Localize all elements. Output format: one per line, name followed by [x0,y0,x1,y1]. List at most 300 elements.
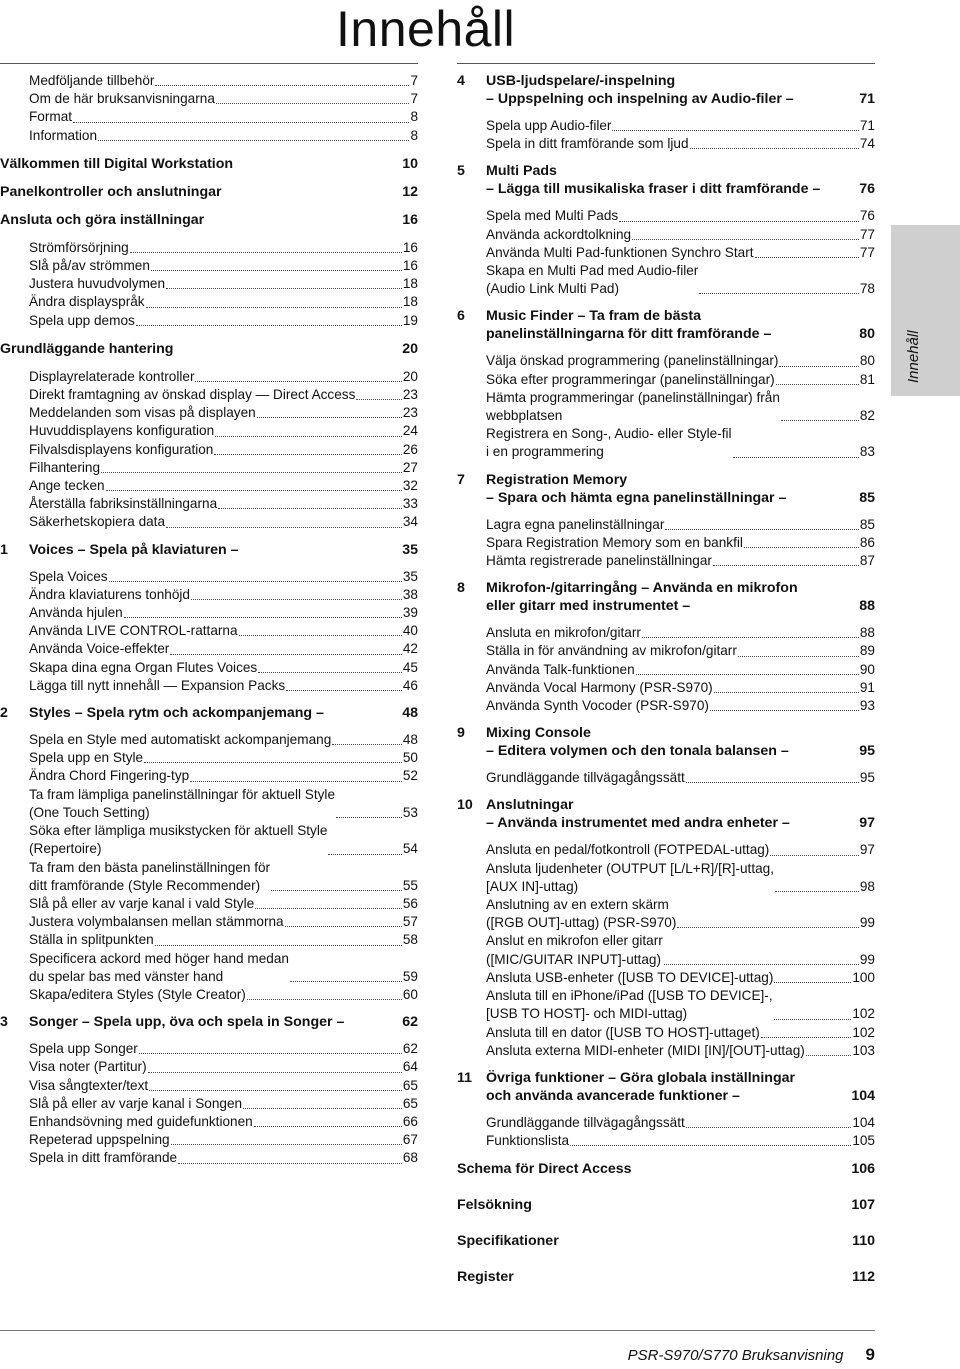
chapter-number: 8 [457,580,465,597]
toc-entry-title: Strömförsörjning [29,239,129,255]
toc-chapter-11-list [457,1114,875,1150]
toc-chapter-2-list [0,731,418,1004]
toc-entry-page: 24 [402,423,418,439]
toc-entry[interactable] [0,822,418,858]
toc-entry[interactable] [457,987,875,1023]
toc-entry-title: Information [29,127,98,143]
dot-leader [686,1127,852,1128]
section-title: Ansluta och göra inställningar [0,211,205,228]
chapter-line [29,541,418,559]
toc-entry-title: Hämta programmeringar (panelinställningar) från webbplatsen [486,389,780,424]
toc-entry-page: 33 [402,496,418,512]
chapter-line-2 [486,1087,875,1105]
toc-entry[interactable] [457,642,875,660]
toc-entry-title: Direkt framtagning av önskad display — Direct Access [29,387,356,403]
toc-entry[interactable] [457,352,875,370]
toc-chapter-2[interactable] [0,704,418,722]
chapter-line [29,704,418,722]
dot-leader [166,288,402,289]
toc-section-direct-access[interactable] [457,1160,875,1178]
toc-entry-page: 82 [859,408,875,424]
dot-leader [775,891,859,892]
chapter-page: 48 [402,705,418,722]
toc-entry[interactable] [0,108,418,126]
toc-entry[interactable] [457,117,875,135]
toc-entry-page: 27 [402,459,418,475]
dot-leader [136,325,402,326]
toc-entry-page: 23 [402,405,418,421]
toc-entry[interactable] [457,1024,875,1042]
toc-section-basic[interactable] [0,340,418,358]
toc-entry-page: 55 [402,877,418,893]
toc-chapter-6-list [457,352,875,461]
toc-entry[interactable] [457,226,875,244]
toc-entry[interactable] [457,697,875,715]
chapter-title-line-2: – Spara och hämta egna panelinställningar – [486,489,787,506]
dot-leader [761,1037,852,1038]
chapter-number: 3 [0,1014,8,1031]
section-page: 110 [852,1233,875,1250]
dot-leader [285,926,402,927]
toc-entry-page: 91 [859,679,875,695]
toc-entry-title: Ändra klaviaturens tonhöjd [29,586,190,602]
toc-entry-page: 8 [410,127,418,143]
toc-entry-title: Enhandsövning med guidefunktionen [29,1113,253,1129]
toc-entry[interactable] [0,459,418,477]
toc-section-index[interactable] [457,1268,875,1286]
toc-entry-page: 66 [402,1113,418,1129]
toc-entry-title: Ändra displayspråk [29,294,145,310]
toc-entry-page: 81 [859,371,875,387]
toc-entry-page: 52 [402,768,418,784]
chapter-title-line-2: panelinställningarna för ditt framförande – [486,326,772,343]
toc-entry-page: 89 [859,643,875,659]
toc-entry[interactable] [457,552,875,570]
toc-entry[interactable] [0,477,418,495]
toc-entry-title: Justera volymbalansen mellan stämmorna [29,914,284,930]
toc-entry[interactable] [0,275,418,293]
toc-entry[interactable] [457,244,875,262]
toc-entry-title: Funktionslista [486,1133,570,1149]
toc-entry-page: 53 [402,804,418,820]
toc-entry-page: 45 [402,659,418,675]
dot-leader [642,637,859,638]
section-title: Välkommen till Digital Workstation [0,155,234,172]
toc-entry-title: Ange tecken [29,478,105,494]
toc-entry-title: Anslut en mikrofon eller gitarr ([MIC/GUITAR INPUT]-uttag) [486,933,663,967]
toc-section-specifications[interactable] [457,1232,875,1250]
toc-entry[interactable] [0,1113,418,1131]
toc-entry-page: 39 [402,605,418,621]
dot-leader [665,529,859,530]
dot-leader [770,855,859,856]
toc-entry[interactable] [0,1077,418,1095]
toc-entry[interactable] [457,371,875,389]
dot-leader [243,1108,402,1109]
toc-entry[interactable] [0,1040,418,1058]
dot-leader [332,744,402,745]
dot-leader [286,690,402,691]
toc-entry[interactable] [0,386,418,404]
chapter-line-2 [486,325,875,343]
toc-entry-page: 77 [859,244,875,260]
toc-entry[interactable] [0,604,418,622]
toc-entry[interactable] [457,389,875,425]
toc-entry[interactable] [457,1132,875,1150]
section-page: 12 [402,183,418,200]
toc-entry-page: 71 [859,118,875,133]
dot-leader [686,782,859,783]
chapter-title-line-1: Music Finder – Ta fram de bästa [486,308,701,325]
toc-entry-page: 26 [402,441,418,457]
toc-chapter-11[interactable] [457,1069,875,1105]
toc-entry[interactable] [0,931,418,949]
toc-entry[interactable] [457,262,875,298]
dot-leader [149,1090,402,1091]
toc-entry[interactable] [0,950,418,986]
toc-entry-page: 80 [859,353,875,369]
dot-leader [290,981,402,982]
toc-entry-title: Spela upp en Style [29,750,144,766]
dot-leader [155,85,409,86]
toc-entry-title: Spara Registration Memory som en bankfil [486,534,743,550]
top-rule-left [0,63,418,64]
section-page: 10 [402,155,418,172]
chapter-side-tab [891,225,960,396]
chapter-number: 6 [457,308,465,325]
toc-section-panel[interactable] [0,183,418,201]
toc-entry-page: 23 [402,387,418,403]
toc-section-troubleshooting[interactable] [457,1196,875,1214]
chapter-page: 88 [859,598,875,615]
toc-entry[interactable] [0,513,418,531]
toc-chapter-6[interactable] [457,307,875,343]
toc-entry-title: Ansluta externa MIDI-enheter (MIDI [IN]/[OUT]-uttag) [486,1042,805,1058]
toc-entry[interactable] [0,127,418,145]
toc-entry-title: Filhantering [29,459,101,475]
chapter-number: 11 [457,1069,472,1086]
chapter-body [29,541,418,559]
toc-entry[interactable] [457,135,875,153]
toc-entry[interactable] [457,534,875,552]
toc-chapter-9[interactable] [457,724,875,760]
toc-entry[interactable] [0,404,418,422]
chapter-title-line-1: Multi Pads [486,163,557,180]
toc-entry-page: 97 [859,842,875,858]
toc-entry[interactable] [0,1149,418,1167]
chapter-page: 71 [859,91,875,107]
chapter-body [486,162,875,198]
chapter-title: Voices – Spela på klaviaturen – [29,541,239,558]
toc-entry-title: Meddelanden som visas på displayen [29,405,256,421]
toc-entry[interactable] [0,72,418,90]
dot-leader [632,239,859,240]
dot-leader [710,710,859,711]
toc-entry-page: 83 [859,444,875,460]
toc-entry-title: Använda Talk-funktionen [486,661,635,677]
toc-entry[interactable] [457,1114,875,1132]
toc-chapter-8[interactable] [457,579,875,615]
chapter-body [486,72,875,108]
toc-entry[interactable] [457,860,875,896]
toc-entry-page: 8 [410,109,418,125]
chapter-line [29,1013,418,1031]
toc-entry-title: Ställa in för användning av mikrofon/gitarr [486,643,737,659]
toc-entry[interactable] [0,441,418,459]
toc-entry-title: Visa sångtexter/text [29,1077,149,1093]
toc-entry-page: 19 [402,312,418,328]
toc-chapter-10-list [457,841,875,1059]
toc-entry-title: Skapa/editera Styles (Style Creator) [29,986,246,1002]
toc-entry[interactable] [457,425,875,461]
chapter-number: 4 [457,73,465,89]
chapter-page: 97 [859,815,875,832]
toc-entry-title: Spela upp demos [29,312,135,328]
toc-entry-page: 100 [852,969,875,985]
chapter-page: 80 [859,326,875,343]
toc-entry-title: Medföljande tillbehör [29,73,155,88]
toc-entry-page: 60 [402,986,418,1002]
toc-entry-title: Grundläggande tillvägagångssätt [486,1114,685,1130]
toc-entry[interactable] [0,586,418,604]
toc-entry-page: 34 [402,514,418,530]
toc-section-connect[interactable] [0,211,418,229]
toc-entry[interactable] [457,769,875,787]
toc-entry[interactable] [457,679,875,697]
chapter-page: 35 [402,541,418,558]
dot-leader [733,457,859,458]
toc-entry-title: Skapa en Multi Pad med Audio-filer (Audio Link Multi Pad) [486,263,699,297]
toc-entry-page: 38 [402,586,418,602]
toc-chapter-9-list [457,769,875,787]
chapter-body [29,1013,418,1031]
toc-entry-title: Säkerhetskopiera data [29,514,166,530]
toc-entry-title: Spela upp Songer [29,1041,138,1057]
chapter-line-2 [486,814,875,832]
chapter-body [486,1069,875,1105]
chapter-page: 76 [859,181,875,198]
chapter-body [486,796,875,832]
toc-entry-page: 32 [402,478,418,494]
toc-entry[interactable] [0,731,418,749]
section-page: 106 [851,1161,875,1178]
toc-entry-page: 104 [852,1114,875,1130]
toc-entry-title: Ändra Chord Fingering-typ [29,768,190,784]
toc-entry[interactable] [457,1042,875,1060]
toc-entry[interactable] [0,749,418,767]
dot-leader [171,1144,402,1145]
toc-entry-title: Söka efter programmeringar (panelinställningar) [486,371,775,387]
toc-entry[interactable] [0,986,418,1004]
toc-entry-title: Ta fram den bästa panelinställningen för ditt framförande (Style Recommender) [29,859,271,893]
toc-entry[interactable] [0,895,418,913]
toc-entry[interactable] [0,1131,418,1149]
dot-leader [109,581,402,582]
toc-entry[interactable] [0,1095,418,1113]
chapter-number: 10 [457,797,473,814]
page-title: Innehåll [336,1,516,57]
dot-leader [216,103,410,104]
toc-section-welcome[interactable] [0,155,418,173]
toc-entry[interactable] [0,677,418,695]
dot-leader [738,656,859,657]
dot-leader [336,817,402,818]
toc-entry[interactable] [0,568,418,586]
toc-entry-title: Söka efter lämpliga musikstycken för aktuell Style (Repertoire) [29,823,328,857]
toc-entry-page: 102 [852,1024,875,1040]
toc-entry[interactable] [457,516,875,534]
dot-leader [774,1019,852,1020]
toc-entry[interactable] [0,368,418,386]
toc-entry-title: Spela in ditt framförande som ljud [486,136,689,152]
toc-entry-page: 7 [410,91,418,107]
toc-entry-page: 50 [402,750,418,766]
toc-entry[interactable] [0,495,418,513]
toc-entry[interactable] [0,239,418,257]
toc-entry-title: Ansluta ljudenheter (OUTPUT [L/L+R]/[R]-uttag, [AUX IN]-uttag) [486,860,774,894]
toc-entry-title: Välja önskad programmering (panelinställningar) [486,353,779,369]
toc-chapter-3[interactable] [0,1013,418,1031]
toc-chapter-7[interactable] [457,471,875,507]
chapter-line-2 [486,597,875,615]
top-rule-right [457,63,875,64]
toc-entry-page: 85 [859,516,875,532]
dot-leader [106,490,402,491]
toc-chapter-4[interactable] [457,72,875,108]
toc-entry[interactable] [0,90,418,108]
toc-entry[interactable] [0,257,418,275]
toc-entry-title: Använda ackordtolkning [486,226,632,242]
dot-leader [239,635,402,636]
toc-entry[interactable] [0,859,418,895]
dot-leader [258,672,402,673]
toc-entry[interactable] [0,312,418,330]
toc-entry[interactable] [457,661,875,679]
toc-entry-title: Lägga till nytt innehåll — Expansion Packs [29,677,286,693]
toc-entry[interactable] [0,767,418,785]
chapter-line-2 [486,489,875,507]
toc-chapter-1[interactable] [0,541,418,559]
toc-basic-list [0,368,418,532]
toc-entry-page: 42 [402,641,418,657]
chapter-title-line-2: – Använda instrumentet med andra enheter – [486,815,790,832]
toc-entry[interactable] [0,659,418,677]
dot-leader [190,781,402,782]
toc-entry-title: Anslutning av en extern skärm ([RGB OUT]-uttag) (PSR-S970) [486,897,677,931]
toc-chapter-8-list [457,624,875,715]
dot-leader [664,964,859,965]
chapter-title: Songer – Spela upp, öva och spela in Songer – [29,1014,345,1031]
toc-entry[interactable] [457,969,875,987]
dot-leader [124,617,402,618]
toc-entry-page: 86 [859,534,875,550]
chapter-body [486,724,875,760]
dot-leader [151,270,402,271]
toc-entry-page: 57 [402,914,418,930]
toc-entry-page: 65 [402,1095,418,1111]
toc-entry[interactable] [457,896,875,932]
toc-entry[interactable] [0,622,418,640]
chapter-body [486,579,875,615]
dot-leader [570,1145,851,1146]
toc-entry-title: Ansluta en pedal/fotkontroll (FOTPEDAL-uttag) [486,842,770,858]
toc-entry[interactable] [0,293,418,311]
toc-entry-page: 95 [859,770,875,786]
toc-left-column [0,72,418,1168]
toc-entry-title: Hämta registrerade panelinställningar [486,553,712,569]
toc-entry-page: 64 [402,1059,418,1075]
toc-entry-title: Visa noter (Partitur) [29,1059,147,1075]
dot-leader [178,1163,402,1164]
toc-entry[interactable] [457,624,875,642]
toc-entry-page: 87 [859,553,875,569]
dot-leader [130,252,402,253]
toc-entry-page: 78 [859,281,875,297]
toc-entry-page: 98 [859,878,875,894]
chapter-number: 9 [457,725,465,742]
chapter-number: 2 [0,705,8,722]
dot-leader [170,654,402,655]
toc-entry-title: Använda Multi Pad-funktionen Synchro Start [486,244,754,260]
dot-leader [806,1055,852,1056]
dot-leader [612,130,858,131]
dot-leader [155,945,402,946]
toc-entry-page: 18 [402,294,418,310]
chapter-title: Styles – Spela rytm och ackompanjemang – [29,705,324,722]
toc-entry[interactable] [0,422,418,440]
toc-entry[interactable] [0,640,418,658]
dot-leader [144,762,402,763]
dot-leader [713,565,859,566]
toc-entry-title: Spela en Style med automatiskt ackompanjemang [29,732,332,748]
dot-leader [101,472,402,473]
toc-entry-title: Ansluta till en iPhone/iPad ([USB TO DEVICE]-, [USB TO HOST]- och MIDI-uttag) [486,988,773,1022]
dot-leader [73,122,409,123]
toc-entry-page: 88 [859,625,875,641]
toc-entry-page: 58 [402,932,418,948]
dot-leader [215,436,402,437]
toc-entry-title: Slå på eller av varje kanal i Songen [29,1095,243,1111]
toc-entry-page: 67 [402,1132,418,1148]
section-page: 20 [402,340,418,357]
toc-chapter-10[interactable] [457,796,875,832]
chapter-title-line-2: – Lägga till musikaliska fraser i ditt framförande – [486,181,821,198]
dot-leader [774,982,851,983]
toc-entry[interactable] [0,913,418,931]
toc-entry-title: Använda Voice-effekter [29,641,170,657]
toc-entry-title: Justera huvudvolymen [29,276,166,292]
chapter-body [486,307,875,343]
toc-entry-page: 76 [859,208,875,224]
toc-entry-title: Lagra egna panelinställningar [486,516,665,532]
chapter-title-line-1: Mikrofon-/gitarringång – Använda en mikrofon [486,580,798,597]
toc-entry[interactable] [457,841,875,859]
toc-entry-title: Ta fram lämpliga panelinställningar för aktuell Style (One Touch Setting) [29,786,336,820]
toc-entry-page: 46 [402,677,418,693]
toc-entry[interactable] [0,1058,418,1076]
chapter-number: 1 [0,541,8,558]
dot-leader [148,1072,402,1073]
toc-entry[interactable] [0,786,418,822]
toc-entry[interactable] [457,932,875,968]
toc-entry[interactable] [457,207,875,225]
dot-leader [271,890,402,891]
toc-entry-title: Använda Vocal Harmony (PSR-S970) [486,679,713,695]
toc-entry-title: Använda hjulen [29,605,123,621]
dot-leader [146,307,402,308]
toc-chapter-1-list [0,568,418,695]
toc-chapter-5[interactable] [457,162,875,198]
